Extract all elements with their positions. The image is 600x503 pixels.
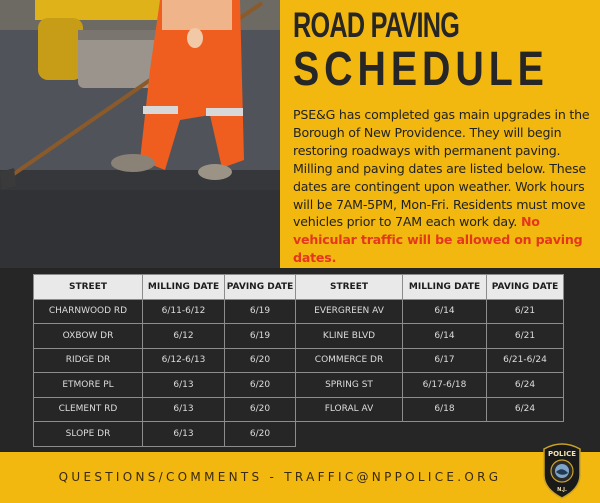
svg-text:POLICE: POLICE [547, 450, 577, 458]
paving-date-cell: 6/19 [225, 324, 296, 349]
milling-date-cell: 6/13 [143, 397, 225, 422]
table-row [296, 348, 564, 373]
milling-date-cell: 6/13 [143, 422, 225, 447]
milling-date-cell: 6/18 [403, 397, 487, 422]
street-cell: OXBOW DR [34, 324, 143, 349]
title-line-2: SCHEDULE [293, 43, 549, 96]
description-text [293, 106, 590, 267]
column-header-street: STREET [34, 275, 143, 300]
table-row [296, 373, 564, 398]
table-row [34, 348, 296, 373]
table-row [296, 324, 564, 349]
table-row [34, 422, 296, 447]
milling-date-cell: 6/12-6/13 [143, 348, 225, 373]
paving-date-cell: 6/21-6/24 [487, 348, 564, 373]
table-header-row [296, 275, 564, 300]
paving-date-cell: 6/20 [225, 422, 296, 447]
street-cell: ETMORE PL [34, 373, 143, 398]
street-cell: FLORAL AV [296, 397, 403, 422]
column-header-milling-date: MILLING DATE [403, 275, 487, 300]
page-title [293, 8, 590, 96]
milling-date-cell: 6/17-6/18 [403, 373, 487, 398]
traffic-warning: No vehicular traffic will be allowed on paving dates. [293, 214, 583, 266]
table-row [34, 397, 296, 422]
paving-date-cell: 6/21 [487, 324, 564, 349]
column-header-street: STREET [296, 275, 403, 300]
table-row [34, 373, 296, 398]
milling-date-cell: 6/11-6/12 [143, 299, 225, 324]
paving-date-cell: 6/21 [487, 299, 564, 324]
table-row [296, 299, 564, 324]
street-cell: EVERGREEN AV [296, 299, 403, 324]
paving-date-cell: 6/24 [487, 397, 564, 422]
column-header-milling-date: MILLING DATE [143, 275, 225, 300]
table-row [34, 299, 296, 324]
police-badge-icon [540, 441, 584, 499]
street-cell: COMMERCE DR [296, 348, 403, 373]
paving-date-cell: 6/20 [225, 348, 296, 373]
column-header-paving-date: PAVING DATE [225, 275, 296, 300]
paving-date-cell: 6/20 [225, 373, 296, 398]
street-cell: KLINE BLVD [296, 324, 403, 349]
info-panel [280, 0, 600, 268]
street-cell: SLOPE DR [34, 422, 143, 447]
table-row [34, 324, 296, 349]
contact-text: QUESTIONS/COMMENTS - TRAFFIC@NPPOLICE.ORG [58, 470, 502, 484]
svg-text:N.J.: N.J. [557, 487, 567, 493]
street-cell: CHARNWOOD RD [34, 299, 143, 324]
footer-bar [0, 452, 600, 503]
description-body: PSE&G has completed gas main upgrades in the Borough of New Providence. They will begin restoring roadways with permanent paving. Milling and paving dates are listed below. These dates are contingent upon weather. Work hours will be 7AM-5PM, Mon-Fri. Residents must move vehicles prior to 7AM each work day. [293, 107, 590, 230]
milling-date-cell: 6/14 [403, 324, 487, 349]
street-cell: SPRING ST [296, 373, 403, 398]
street-cell: RIDGE DR [34, 348, 143, 373]
milling-date-cell: 6/14 [403, 299, 487, 324]
paving-date-cell: 6/19 [225, 299, 296, 324]
title-line-1: ROAD PAVING [293, 6, 460, 45]
column-header-paving-date: PAVING DATE [487, 275, 564, 300]
milling-date-cell: 6/13 [143, 373, 225, 398]
paving-date-cell: 6/24 [487, 373, 564, 398]
milling-date-cell: 6/12 [143, 324, 225, 349]
milling-date-cell: 6/17 [403, 348, 487, 373]
street-cell: CLEMENT RD [34, 397, 143, 422]
schedule-table-left [33, 274, 296, 447]
schedule-table-right [295, 274, 564, 422]
table-row [296, 397, 564, 422]
table-header-row [34, 275, 296, 300]
paving-worker-photo [0, 0, 280, 268]
paving-date-cell: 6/20 [225, 397, 296, 422]
